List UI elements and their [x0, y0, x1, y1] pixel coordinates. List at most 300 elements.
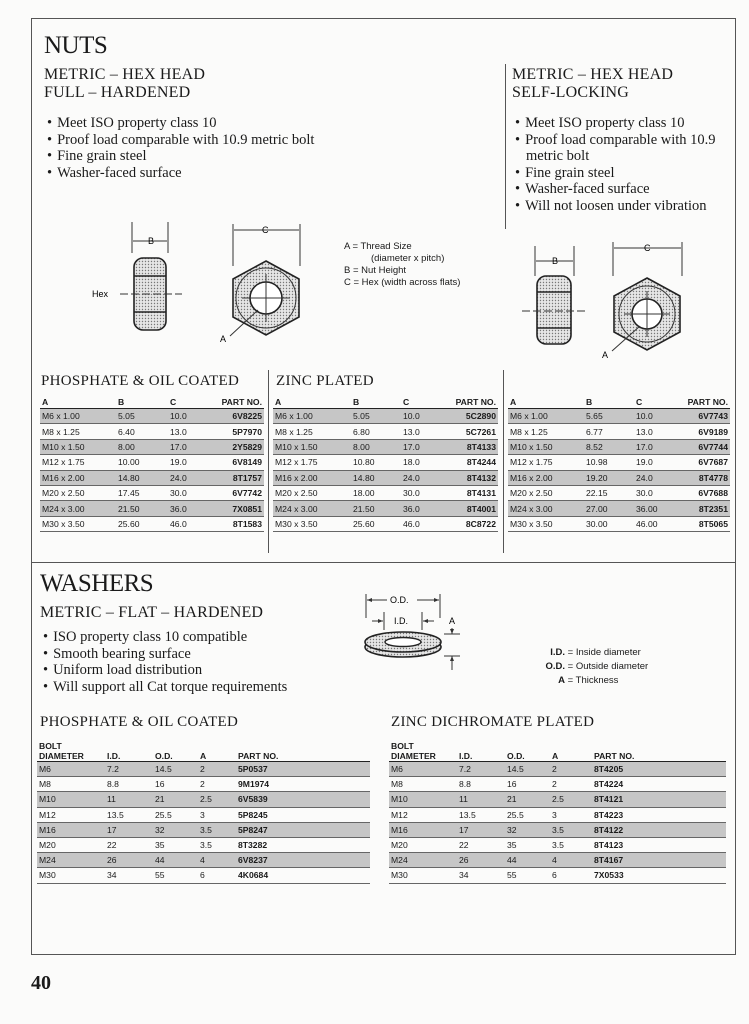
- table-cell: 8T2351: [676, 501, 730, 516]
- table-row: [37, 868, 370, 883]
- table-row: [273, 501, 498, 516]
- list-item: • Meet ISO property class 10: [514, 115, 729, 132]
- table-cell: 10.0: [401, 409, 443, 424]
- table-cell: M24 x 3.00: [273, 501, 351, 516]
- table-cell: 4K0684: [236, 868, 370, 883]
- table-row: [389, 837, 726, 852]
- table-cell: 8T5065: [676, 516, 730, 531]
- table-cell: M30: [389, 868, 457, 883]
- table-row: [389, 807, 726, 822]
- dim-a-label: A: [602, 350, 609, 360]
- table-row: [508, 455, 730, 470]
- nuts-table-divider-1: [268, 370, 269, 553]
- table-row: [273, 516, 498, 531]
- table-cell: 8T4132: [443, 470, 498, 485]
- table-cell: 34: [105, 868, 153, 883]
- table-cell: 14.80: [351, 470, 401, 485]
- table-cell: 3: [550, 807, 592, 822]
- table-cell: 36.0: [401, 501, 443, 516]
- nuts-phosphate-title: PHOSPHATE & OIL COATED: [41, 373, 240, 389]
- table-cell: 10.80: [351, 455, 401, 470]
- table-cell: 24.0: [168, 470, 208, 485]
- table-cell: M24: [37, 853, 105, 868]
- table-cell: M12 x 1.75: [273, 455, 351, 470]
- table-cell: 10.00: [116, 455, 168, 470]
- table-cell: 5P8247: [236, 822, 370, 837]
- table-cell: 27.00: [584, 501, 634, 516]
- table-cell: 7X0533: [592, 868, 726, 883]
- table-cell: 7.2: [105, 762, 153, 777]
- table-cell: 14.5: [153, 762, 198, 777]
- table-row: [508, 501, 730, 516]
- table-cell: 24.0: [401, 470, 443, 485]
- table-cell: 6V8237: [236, 853, 370, 868]
- legend-line: (diameter x pitch): [371, 253, 445, 264]
- table-cell: 8T4223: [592, 807, 726, 822]
- table-cell: 13.0: [168, 424, 208, 439]
- list-item: • Will not loosen under vibration: [514, 198, 729, 215]
- table-cell: 10.0: [634, 409, 676, 424]
- col-id: I.D.: [457, 737, 505, 762]
- table-cell: 6.40: [116, 424, 168, 439]
- table-cell: M16 x 2.00: [508, 470, 584, 485]
- table-cell: 55: [505, 868, 550, 883]
- table-cell: 16: [505, 777, 550, 792]
- nuts-zinc-title: ZINC PLATED: [276, 373, 374, 389]
- table-cell: 3.5: [550, 822, 592, 837]
- list-item: • Washer-faced surface: [46, 165, 366, 182]
- table-cell: 13.5: [457, 807, 505, 822]
- table-row: [508, 424, 730, 439]
- table-cell: 2: [550, 777, 592, 792]
- table-cell: 3.5: [198, 822, 236, 837]
- table-cell: 8T4133: [443, 439, 498, 454]
- legend-value: = Thickness: [567, 675, 619, 686]
- table-cell: 46.0: [401, 516, 443, 531]
- table-cell: 5.05: [116, 409, 168, 424]
- table-cell: 8T4244: [443, 455, 498, 470]
- col-part: PART NO.: [236, 737, 370, 762]
- washers-zinc-table: [389, 737, 726, 884]
- legend-line: [530, 660, 648, 674]
- od-label: O.D.: [390, 595, 409, 605]
- washers-phosphate-table: [37, 737, 370, 884]
- table-row: [273, 455, 498, 470]
- table-cell: 55: [153, 868, 198, 883]
- legend-value: = Inside diameter: [567, 647, 641, 658]
- table-row: [40, 424, 264, 439]
- table-cell: 8.00: [351, 439, 401, 454]
- table-cell: M8 x 1.25: [508, 424, 584, 439]
- table-row: [508, 485, 730, 500]
- table-cell: 21.50: [351, 501, 401, 516]
- table-row: [389, 792, 726, 807]
- table-cell: M12 x 1.75: [508, 455, 584, 470]
- table-cell: 8T4167: [592, 853, 726, 868]
- table-cell: 17.0: [401, 439, 443, 454]
- table-cell: 3: [198, 807, 236, 822]
- table-row: [273, 409, 498, 424]
- table-cell: M6 x 1.00: [40, 409, 116, 424]
- table-cell: M24: [389, 853, 457, 868]
- table-cell: 19.20: [584, 470, 634, 485]
- section-divider: [31, 562, 736, 563]
- table-cell: M30: [37, 868, 105, 883]
- table-header-row: [389, 737, 726, 762]
- list-item: • Meet ISO property class 10: [46, 115, 366, 132]
- table-cell: 3.5: [550, 837, 592, 852]
- table-row: [508, 439, 730, 454]
- table-cell: 8T4778: [676, 470, 730, 485]
- table-cell: 26: [105, 853, 153, 868]
- table-cell: 21.50: [116, 501, 168, 516]
- table-cell: 8T1583: [208, 516, 264, 531]
- table-cell: 11: [105, 792, 153, 807]
- table-cell: 2.5: [198, 792, 236, 807]
- list-item: • Will support all Cat torque requirements: [42, 679, 342, 696]
- dim-b-label: B: [148, 236, 155, 246]
- table-cell: M30 x 3.50: [273, 516, 351, 531]
- table-cell: 4: [550, 853, 592, 868]
- col-bolt: BOLT: [391, 741, 414, 751]
- table-cell: 6.80: [351, 424, 401, 439]
- table-row: [40, 516, 264, 531]
- nuts-title: NUTS: [44, 32, 108, 59]
- table-cell: 17: [457, 822, 505, 837]
- table-cell: M16: [37, 822, 105, 837]
- table-cell: 2.5: [550, 792, 592, 807]
- legend-line: [530, 674, 648, 688]
- col-od: O.D.: [153, 737, 198, 762]
- legend-key: A: [558, 675, 565, 686]
- heading-line: METRIC – HEX HEAD: [44, 66, 206, 83]
- table-cell: 5.05: [351, 409, 401, 424]
- self-locking-nut-diagram: [512, 236, 687, 366]
- locknut-side-view: [522, 246, 587, 344]
- table-cell: 18.00: [351, 485, 401, 500]
- table-cell: 32: [505, 822, 550, 837]
- table-cell: 44: [505, 853, 550, 868]
- nuts-phosphate-table: [40, 395, 264, 532]
- washers-phosphate-title: PHOSPHATE & OIL COATED: [40, 714, 239, 730]
- table-row: [40, 409, 264, 424]
- col-c: C: [168, 395, 208, 409]
- table-cell: 6V8225: [208, 409, 264, 424]
- table-cell: M20 x 2.50: [273, 485, 351, 500]
- legend-line: B = Nut Height: [344, 265, 407, 276]
- nut-dimension-legend: [344, 241, 460, 289]
- col-b: B: [116, 395, 168, 409]
- table-cell: 8.00: [116, 439, 168, 454]
- table-cell: M20: [389, 837, 457, 852]
- table-cell: 5C7261: [443, 424, 498, 439]
- table-cell: 8T4123: [592, 837, 726, 852]
- table-cell: 2Y5829: [208, 439, 264, 454]
- table-cell: M8 x 1.25: [40, 424, 116, 439]
- table-cell: M16: [389, 822, 457, 837]
- table-cell: 8T4131: [443, 485, 498, 500]
- table-cell: 3.5: [198, 837, 236, 852]
- heading-line: FULL – HARDENED: [44, 84, 191, 101]
- washers-title: WASHERS: [40, 570, 154, 597]
- table-cell: 13.5: [105, 807, 153, 822]
- table-cell: 30.0: [634, 485, 676, 500]
- table-cell: 5.65: [584, 409, 634, 424]
- table-cell: 11: [457, 792, 505, 807]
- thickness-label: A: [449, 616, 456, 626]
- table-row: [389, 868, 726, 883]
- table-cell: 24.0: [634, 470, 676, 485]
- hex-label: Hex: [92, 289, 109, 299]
- table-cell: 2: [198, 762, 236, 777]
- table-cell: 25.60: [116, 516, 168, 531]
- table-cell: M30 x 3.50: [508, 516, 584, 531]
- table-cell: 8T4224: [592, 777, 726, 792]
- heading-line: SELF-LOCKING: [512, 84, 630, 101]
- table-cell: 35: [153, 837, 198, 852]
- table-cell: 2: [198, 777, 236, 792]
- table-cell: 18.0: [401, 455, 443, 470]
- list-item: • Fine grain steel: [514, 165, 729, 182]
- table-header-row: [508, 395, 730, 409]
- table-cell: 8C8722: [443, 516, 498, 531]
- table-row: [40, 470, 264, 485]
- table-header-row: [40, 395, 264, 409]
- table-cell: 8T1757: [208, 470, 264, 485]
- table-cell: 30.0: [168, 485, 208, 500]
- col-part: PART NO.: [443, 395, 498, 409]
- table-cell: 8T4121: [592, 792, 726, 807]
- col-bolt: BOLT: [39, 741, 62, 751]
- table-cell: M24 x 3.00: [40, 501, 116, 516]
- table-cell: 17: [105, 822, 153, 837]
- table-cell: 21: [153, 792, 198, 807]
- table-row: [37, 792, 370, 807]
- table-cell: 6V8149: [208, 455, 264, 470]
- col-bolt-diameter: [389, 737, 457, 762]
- table-cell: 46.0: [168, 516, 208, 531]
- table-cell: 21: [505, 792, 550, 807]
- col-part: PART NO.: [208, 395, 264, 409]
- table-row: [37, 807, 370, 822]
- table-cell: 26: [457, 853, 505, 868]
- col-diameter: DIAMETER: [391, 751, 436, 761]
- table-row: [389, 762, 726, 777]
- table-cell: 6V7687: [676, 455, 730, 470]
- col-part: PART NO.: [592, 737, 726, 762]
- table-row: [273, 470, 498, 485]
- table-cell: M10: [389, 792, 457, 807]
- id-dimension: [372, 612, 434, 630]
- table-cell: M12: [37, 807, 105, 822]
- table-cell: 25.5: [505, 807, 550, 822]
- col-a: A: [508, 395, 584, 409]
- table-row: [37, 837, 370, 852]
- table-cell: M10 x 1.50: [508, 439, 584, 454]
- col-od: O.D.: [505, 737, 550, 762]
- table-row: [37, 777, 370, 792]
- table-cell: 8.8: [105, 777, 153, 792]
- table-cell: M16 x 2.00: [40, 470, 116, 485]
- table-cell: 35: [505, 837, 550, 852]
- table-row: [508, 470, 730, 485]
- thickness-dimension: [444, 616, 460, 670]
- table-cell: 6V7742: [208, 485, 264, 500]
- table-cell: 8T4122: [592, 822, 726, 837]
- nuts-full-heading: [44, 66, 205, 102]
- washer-body: [365, 632, 441, 657]
- table-cell: 6V9189: [676, 424, 730, 439]
- col-diameter: DIAMETER: [39, 751, 84, 761]
- table-header-row: [37, 737, 370, 762]
- table-row: [40, 455, 264, 470]
- table-cell: M10 x 1.50: [40, 439, 116, 454]
- col-a: A: [40, 395, 116, 409]
- col-b: B: [351, 395, 401, 409]
- table-cell: 22: [457, 837, 505, 852]
- nuts-full-bullets: [46, 115, 366, 181]
- washer-diagram: [360, 590, 470, 680]
- table-cell: 9M1974: [236, 777, 370, 792]
- table-cell: 46.00: [634, 516, 676, 531]
- table-cell: 8T4001: [443, 501, 498, 516]
- table-cell: 7.2: [457, 762, 505, 777]
- table-cell: 5P0537: [236, 762, 370, 777]
- table-cell: 6: [198, 868, 236, 883]
- list-item: • Fine grain steel: [46, 148, 366, 165]
- table-cell: 8T4205: [592, 762, 726, 777]
- od-dimension: [366, 594, 440, 618]
- col-bolt-diameter: [37, 737, 105, 762]
- table-cell: 6V5839: [236, 792, 370, 807]
- table-cell: M6 x 1.00: [508, 409, 584, 424]
- table-row: [508, 516, 730, 531]
- table-cell: 44: [153, 853, 198, 868]
- dim-a-label: A: [220, 334, 227, 344]
- table-row: [37, 762, 370, 777]
- table-row: [273, 439, 498, 454]
- table-row: [40, 501, 264, 516]
- list-item: • Uniform load distribution: [42, 662, 342, 679]
- table-cell: 19.0: [168, 455, 208, 470]
- table-row: [273, 485, 498, 500]
- heading-line: METRIC – HEX HEAD: [512, 66, 674, 83]
- table-cell: 6.77: [584, 424, 634, 439]
- table-row: [40, 485, 264, 500]
- table-cell: 36.00: [634, 501, 676, 516]
- washers-heading: METRIC – FLAT – HARDENED: [40, 604, 264, 621]
- table-cell: 36.0: [168, 501, 208, 516]
- table-cell: 32: [153, 822, 198, 837]
- table-row: [508, 409, 730, 424]
- table-cell: 25.5: [153, 807, 198, 822]
- col-id: I.D.: [105, 737, 153, 762]
- table-cell: 17.0: [168, 439, 208, 454]
- washer-dimension-legend: [530, 646, 648, 688]
- nuts-self-bullets: [514, 115, 729, 214]
- hex-nut-diagram: [90, 218, 310, 348]
- table-cell: 10.0: [168, 409, 208, 424]
- dim-c-label: C: [262, 225, 269, 235]
- nuts-table-divider-2: [503, 370, 504, 553]
- table-row: [273, 424, 498, 439]
- table-cell: M6: [37, 762, 105, 777]
- legend-value: = Outside diameter: [567, 661, 649, 672]
- page-number: 40: [31, 972, 51, 994]
- table-cell: M10: [37, 792, 105, 807]
- table-cell: M8 x 1.25: [273, 424, 351, 439]
- nuts-zinc-table: [273, 395, 498, 532]
- list-item: • Proof load comparable with 10.9 metric bolt: [46, 132, 366, 149]
- legend-line: A = Thread Size: [344, 241, 412, 252]
- dim-b-label: B: [552, 256, 559, 266]
- col-c: C: [634, 395, 676, 409]
- table-cell: M6: [389, 762, 457, 777]
- table-row: [40, 439, 264, 454]
- washers-bullets: [42, 629, 342, 695]
- nuts-self-locking-table: [508, 395, 730, 532]
- table-cell: 7X0851: [208, 501, 264, 516]
- col-part: PART NO.: [676, 395, 730, 409]
- table-header-row: [273, 395, 498, 409]
- table-row: [389, 777, 726, 792]
- list-item: • ISO property class 10 compatible: [42, 629, 342, 646]
- table-cell: M20: [37, 837, 105, 852]
- table-cell: M30 x 3.50: [40, 516, 116, 531]
- table-cell: 19.0: [634, 455, 676, 470]
- table-cell: M8: [37, 777, 105, 792]
- dim-c-label: C: [644, 243, 651, 253]
- col-a: A: [198, 737, 236, 762]
- table-cell: 8.8: [457, 777, 505, 792]
- col-a: A: [273, 395, 351, 409]
- table-cell: 5P7970: [208, 424, 264, 439]
- table-cell: M20 x 2.50: [508, 485, 584, 500]
- col-b: B: [584, 395, 634, 409]
- washers-zinc-title: ZINC DICHROMATE PLATED: [391, 714, 595, 730]
- table-cell: 13.0: [401, 424, 443, 439]
- legend-key: I.D.: [550, 647, 565, 658]
- legend-key: O.D.: [545, 661, 565, 672]
- table-cell: 4: [198, 853, 236, 868]
- table-cell: M8: [389, 777, 457, 792]
- list-item: • Proof load comparable with 10.9 metric bolt: [514, 132, 729, 165]
- nut-top-view: [220, 224, 300, 344]
- table-cell: M6 x 1.00: [273, 409, 351, 424]
- table-cell: 8.52: [584, 439, 634, 454]
- table-cell: 16: [153, 777, 198, 792]
- table-cell: 2: [550, 762, 592, 777]
- table-row: [389, 822, 726, 837]
- legend-line: C = Hex (width across flats): [344, 277, 461, 288]
- table-cell: 22.15: [584, 485, 634, 500]
- table-cell: 13.0: [634, 424, 676, 439]
- table-cell: 17.0: [634, 439, 676, 454]
- table-cell: M24 x 3.00: [508, 501, 584, 516]
- table-row: [389, 853, 726, 868]
- table-cell: 17.45: [116, 485, 168, 500]
- table-cell: M20 x 2.50: [40, 485, 116, 500]
- list-item: • Smooth bearing surface: [42, 646, 342, 663]
- table-cell: 30.0: [401, 485, 443, 500]
- table-cell: 6V7688: [676, 485, 730, 500]
- table-cell: 34: [457, 868, 505, 883]
- table-cell: 5P8245: [236, 807, 370, 822]
- table-row: [37, 853, 370, 868]
- table-cell: 14.5: [505, 762, 550, 777]
- nut-side-view: [92, 222, 182, 330]
- table-cell: M10 x 1.50: [273, 439, 351, 454]
